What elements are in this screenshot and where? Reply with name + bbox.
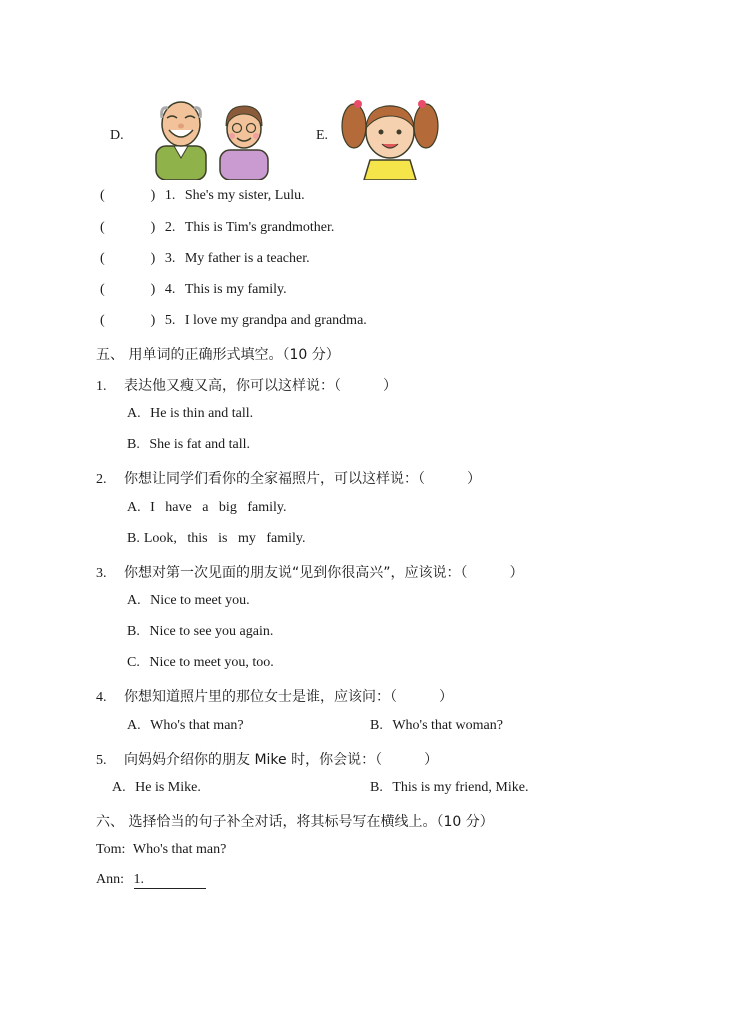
list-item: ( ) 3. My father is a teacher. bbox=[100, 251, 310, 266]
girl-image bbox=[340, 94, 440, 180]
question-4: 4. 你想知道照片里的那位女士是谁，应该问：（ ） bbox=[96, 689, 453, 705]
section-5-heading: 五、 用单词的正确形式填空。（10 分） bbox=[96, 347, 340, 363]
option-b: B. This is my friend, Mike. bbox=[370, 780, 529, 795]
question-1: 1. 表达他又瘦又高，你可以这样说：（ ） bbox=[96, 378, 397, 394]
question-2: 2. 你想让同学们看你的全家福照片，可以这样说：（ ） bbox=[96, 471, 481, 487]
section-6-heading: 六、 选择恰当的句子补全对话，将其标号写在横线上。（10 分） bbox=[96, 814, 494, 830]
option-b: B. Look, this is my family. bbox=[127, 531, 306, 546]
option-a: A. Nice to meet you. bbox=[127, 593, 250, 608]
option-a: A. Who's that man? bbox=[127, 718, 244, 733]
option-b: B. Who's that woman? bbox=[370, 718, 503, 733]
list-item: ( ) 5. I love my grandpa and grandma. bbox=[100, 313, 367, 328]
option-b: B. Nice to see you again. bbox=[127, 624, 274, 639]
list-item: ( ) 1. She's my sister, Lulu. bbox=[100, 188, 305, 203]
option-a: A. I have a big family. bbox=[127, 500, 287, 515]
question-5: 5. 向妈妈介绍你的朋友 Mike 时，你会说：（ ） bbox=[96, 752, 439, 768]
option-e-label: E. bbox=[316, 128, 329, 143]
option-d-label: D. bbox=[110, 128, 124, 143]
dialogue-line: Tom: Who's that man? bbox=[96, 842, 227, 857]
grandparents-image bbox=[152, 96, 282, 180]
list-item: ( ) 2. This is Tim's grandmother. bbox=[100, 220, 335, 235]
question-3: 3. 你想对第一次见面的朋友说“见到你很高兴”，应该说：（ ） bbox=[96, 565, 524, 581]
option-a: A. He is Mike. bbox=[112, 780, 201, 795]
pictures-row bbox=[100, 92, 460, 182]
list-item: ( ) 4. This is my family. bbox=[100, 282, 287, 297]
dialogue-line: Ann: 1. bbox=[96, 872, 206, 889]
option-a: A. He is thin and tall. bbox=[127, 406, 254, 421]
option-c: C. Nice to meet you, too. bbox=[127, 655, 274, 670]
answer-blank[interactable]: 1. bbox=[134, 872, 206, 889]
option-b: B. She is fat and tall. bbox=[127, 437, 251, 452]
